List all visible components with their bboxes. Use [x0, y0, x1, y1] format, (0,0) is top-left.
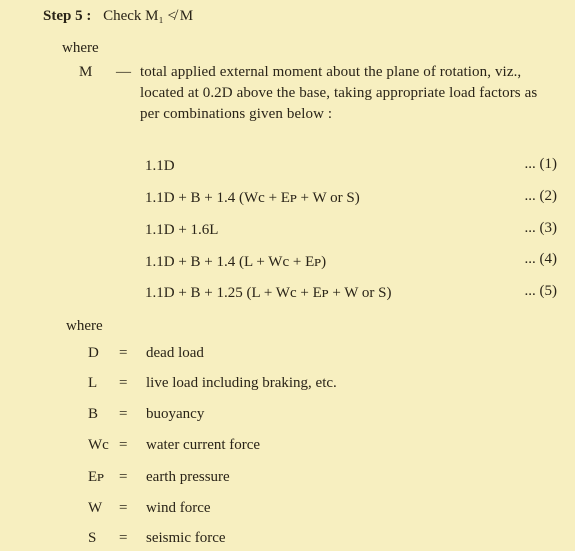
definition-equals: = — [119, 375, 128, 391]
definition-symbol: W — [88, 500, 103, 516]
combination-formula: 1.1D + B + 1.25 (L + Wc + Eᴘ + W or S) — [145, 285, 392, 301]
combination-number: ... (2) — [524, 188, 557, 204]
definition-symbol: D — [88, 345, 99, 361]
definition-symbol: Wc — [88, 437, 109, 453]
combination-number: ... (3) — [524, 220, 557, 236]
combination-formula: 1.1D — [145, 158, 175, 174]
definition-equals: = — [119, 437, 128, 453]
definition-symbol: Eᴘ — [88, 469, 105, 485]
step-heading — [43, 8, 193, 25]
combination-formula: 1.1D + 1.6L — [145, 222, 219, 238]
definition-equals: = — [119, 500, 128, 516]
definition-equals: = — [119, 530, 128, 546]
combination-number: ... (4) — [524, 251, 557, 267]
where-label-2: where — [66, 318, 103, 334]
definition-text: seismic force — [146, 530, 226, 546]
moment-symbol: M — [79, 64, 93, 80]
combination-number: ... (5) — [524, 283, 557, 299]
definition-equals: = — [119, 469, 128, 485]
combination-formula: 1.1D + B + 1.4 (Wc + Eᴘ + W or S) — [145, 190, 360, 206]
definition-symbol: S — [88, 530, 97, 546]
definition-symbol: L — [88, 375, 98, 391]
where-label-1: where — [62, 40, 99, 56]
definition-text: earth pressure — [146, 469, 230, 485]
moment-dash: — — [116, 64, 131, 80]
definition-text: water current force — [146, 437, 261, 453]
moment-description: total applied external moment about the plane of rotation, viz., located at 0.2D above the base, taking appropriate load factors as per combinations given below : — [140, 64, 538, 122]
definition-text: wind force — [146, 500, 211, 516]
combination-formula: 1.1D + B + 1.4 (L + Wc + Eᴘ) — [145, 254, 327, 270]
definition-equals: = — [119, 345, 128, 361]
definition-symbol: B — [88, 406, 99, 422]
definition-text: buoyancy — [146, 406, 205, 422]
combination-number: ... (1) — [524, 156, 557, 172]
definition-text: live load including braking, etc. — [146, 375, 337, 391]
definition-equals: = — [119, 406, 128, 422]
step-text: Check M₁ ≮ M — [103, 8, 194, 24]
definition-text: dead load — [146, 345, 204, 361]
step-label: Step 5 : — [43, 8, 92, 24]
